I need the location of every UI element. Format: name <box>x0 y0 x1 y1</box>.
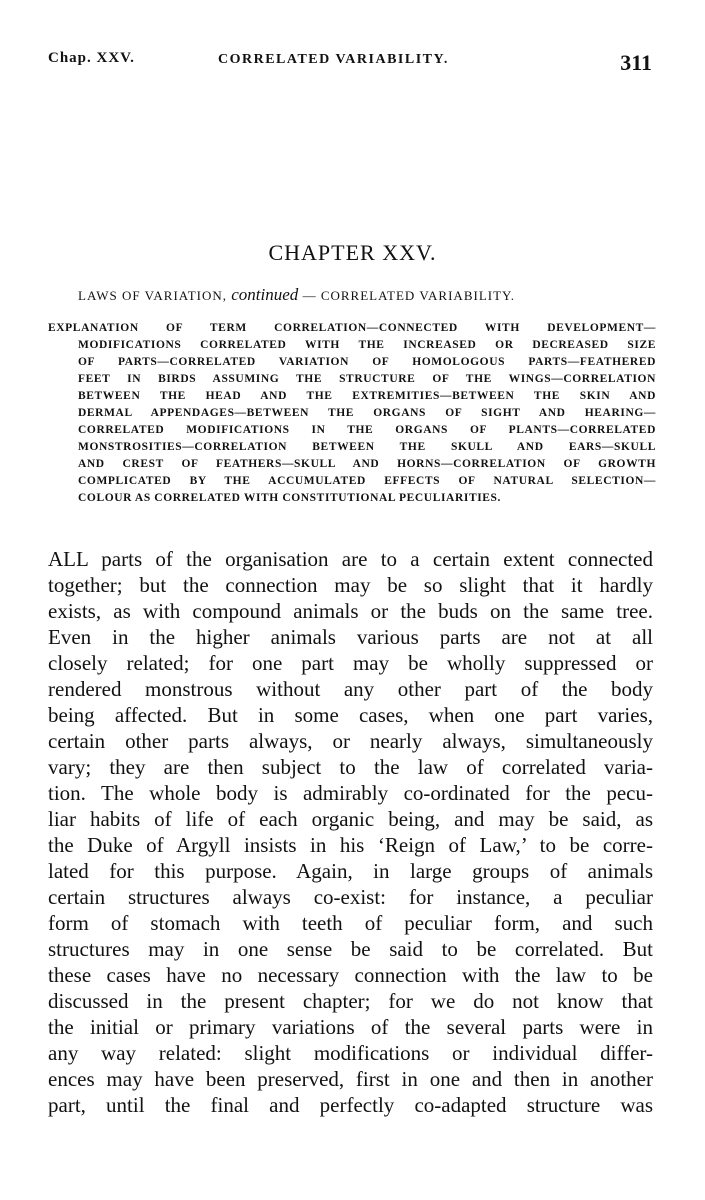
body-line: ALL parts of the organisation are to a certain extent connected <box>48 547 653 571</box>
body-line: the initial or primary variations of the several parts were in <box>48 1015 653 1039</box>
synopsis-line: EXPLANATION OF TERM CORRELATION—CONNECTED WITH DEVELOPMENT— <box>48 322 656 334</box>
subtitle-part-1: LAWS OF VARIATION, <box>78 288 232 303</box>
body-line: together; but the connection may be so slight that it hardly <box>48 573 653 597</box>
body-line: exists, as with compound animals or the buds on the same tree. <box>48 599 653 623</box>
body-line: any way related: slight modifications or individual differ- <box>48 1041 653 1065</box>
chapter-heading: CHAPTER XXV. <box>268 240 437 265</box>
body-line: Even in the higher animals various parts are not at all <box>48 625 653 649</box>
synopsis-line: MONSTROSITIES—CORRELATION BETWEEN THE SKULL AND EARS—SKULL <box>78 441 656 453</box>
chapter-synopsis <box>48 320 656 507</box>
page-number: 311 <box>620 50 652 75</box>
body-paragraph <box>48 546 653 1118</box>
synopsis-line: COMPLICATED BY THE ACCUMULATED EFFECTS OF NATURAL SELECTION— <box>78 475 656 487</box>
synopsis-line: BETWEEN THE HEAD AND THE EXTREMITIES—BETWEEN THE SKIN AND <box>78 390 656 402</box>
body-line: certain other parts always, or nearly always, simultaneously <box>48 729 653 753</box>
synopsis-line: OF PARTS—CORRELATED VARIATION OF HOMOLOGOUS PARTS—FEATHERED <box>78 356 656 368</box>
synopsis-line: AND CREST OF FEATHERS—SKULL AND HORNS—CORRELATION OF GROWTH <box>78 458 656 470</box>
body-line: part, until the final and perfectly co-adapted structure was <box>48 1093 653 1117</box>
body-line: lated for this purpose. Again, in large groups of animals <box>48 859 653 883</box>
body-line: discussed in the present chapter; for we do not know that <box>48 989 653 1013</box>
body-line: closely related; for one part may be wholly suppressed or <box>48 651 653 675</box>
body-line: liar habits of life of each organic being, and may be said, as <box>48 807 653 831</box>
synopsis-line: COLOUR AS CORRELATED WITH CONSTITUTIONAL PECULIARITIES. <box>78 492 502 504</box>
synopsis-line: FEET IN BIRDS ASSUMING THE STRUCTURE OF THE WINGS—CORRELATION <box>78 373 656 385</box>
synopsis-line: DERMAL APPENDAGES—BETWEEN THE ORGANS OF SIGHT AND HEARING— <box>78 407 656 419</box>
synopsis-line: CORRELATED MODIFICATIONS IN THE ORGANS OF PLANTS—CORRELATED <box>78 424 656 436</box>
body-line: form of stomach with teeth of peculiar form, and such <box>48 911 653 935</box>
body-line: structures may in one sense be said to be correlated. But <box>48 937 653 961</box>
running-head-title: CORRELATED VARIABILITY. <box>218 52 449 67</box>
chapter-subtitle <box>78 285 638 305</box>
subtitle-italic: continued <box>231 285 299 304</box>
body-line: the Duke of Argyll insists in his ‘Reign of Law,’ to be corre- <box>48 833 653 857</box>
body-line: vary; they are then subject to the law of correlated varia- <box>48 755 653 779</box>
body-line: certain structures always co-exist: for instance, a peculiar <box>48 885 653 909</box>
subtitle-part-2: — CORRELATED VARIABILITY. <box>298 288 515 303</box>
body-line: these cases have no necessary connection with the law to be <box>48 963 653 987</box>
running-head <box>48 50 658 80</box>
body-line: tion. The whole body is admirably co-ordinated for the pecu- <box>48 781 653 805</box>
body-line: ences may have been preserved, first in one and then in another <box>48 1067 653 1091</box>
body-line: being affected. But in some cases, when one part varies, <box>48 703 653 727</box>
synopsis-line: MODIFICATIONS CORRELATED WITH THE INCREASED OR DECREASED SIZE <box>78 339 656 351</box>
body-line: rendered monstrous without any other part of the body <box>48 677 653 701</box>
running-head-chapter: Chap. XXV. <box>48 50 135 66</box>
